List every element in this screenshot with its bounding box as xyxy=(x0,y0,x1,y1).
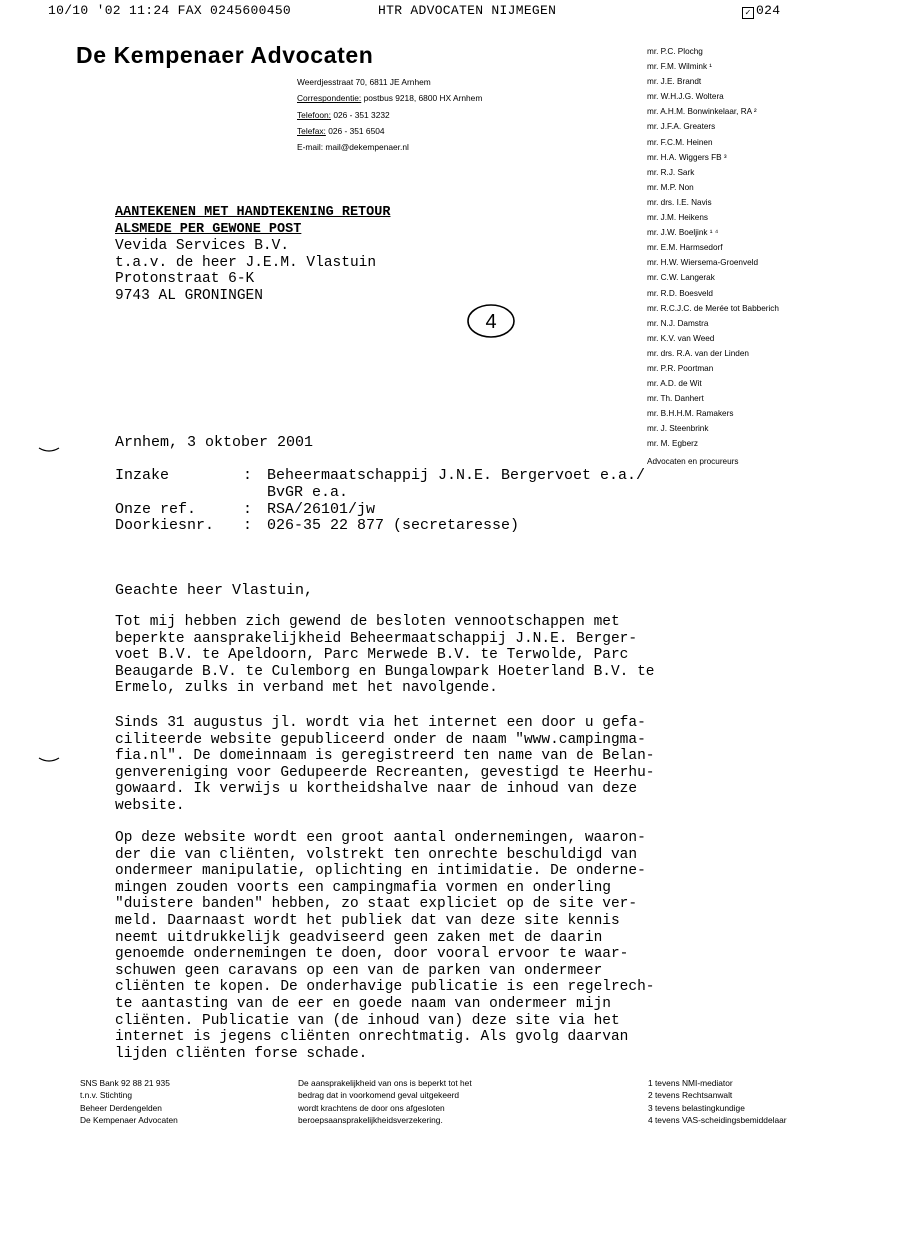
footer-line: t.n.v. Stichting xyxy=(80,1090,132,1101)
body-line: Op deze website wordt een groot aantal ondernemingen, waaron- xyxy=(115,830,646,846)
body-line: te aantasting van de eer en goede naam van ondermeer mijn xyxy=(115,995,611,1012)
body-line: fia.nl". De domeinnaam is geregistreerd ten name van de Belan- xyxy=(115,748,655,765)
partner-item: mr. P.C. Plochg xyxy=(647,47,703,56)
partner-item: mr. F.C.M. Heinen xyxy=(647,137,713,147)
partner-item: mr. P.R. Poortman xyxy=(647,363,714,373)
firm-phone xyxy=(297,107,482,123)
footer-liability xyxy=(298,1077,472,1127)
delivery-instruction: AANTEKENEN MET HANDTEKENING RETOUR xyxy=(115,205,391,220)
ref-row xyxy=(115,502,645,519)
letter-date: Arnhem, 3 oktober 2001 xyxy=(115,434,314,451)
fax-header-sender: HTR ADVOCATEN NIJMEGEN xyxy=(378,3,557,18)
partner-item: mr. A.H.M. Bonwinkelaar, RA ² xyxy=(647,107,757,117)
body-line: der die van cliënten, volstrekt ten onrechte beschuldigd van xyxy=(115,846,638,863)
footer-line: beroepsaansprakelijkheidsverzekering. xyxy=(298,1115,443,1126)
ref-label: Doorkiesnr. xyxy=(115,517,215,535)
partner-item: mr. E.M. Harmsedorf xyxy=(647,243,723,253)
footer-line: 4 tevens VAS-scheidingsbemiddelaar xyxy=(648,1115,787,1126)
partner-item: mr. H.A. Wiggers FB ³ xyxy=(647,152,727,162)
ref-colon: : xyxy=(243,500,253,518)
correspondence-label: Correspondentie: xyxy=(297,93,362,104)
partner-item: mr. M.P. Non xyxy=(647,182,694,192)
partner-item: mr. C.W. Langerak xyxy=(647,273,715,283)
partner-item: mr. W.H.J.G. Woltera xyxy=(647,92,724,102)
footer-line: De aansprakelijkheid van ons is beperkt tot het xyxy=(298,1078,472,1088)
body-line: neemt uitdrukkelijk geadviseerd geen zaken met de daarin xyxy=(115,929,603,946)
ref-value: RSA/26101/jw xyxy=(267,500,376,518)
partner-item: mr. K.V. van Weed xyxy=(647,333,715,343)
partner-item: mr. drs. I.E. Navis xyxy=(647,197,712,207)
fax-page-number: 024 xyxy=(756,3,781,18)
body-line: internet is jegens cliënten onrechtmatig. Als gvolg daarvan xyxy=(115,1029,629,1046)
phone-value: 026 - 351 3232 xyxy=(333,109,390,120)
ref-value: 026-35 22 877 (secretaresse) xyxy=(267,517,520,535)
firm-name: De Kempenaer Advocaten xyxy=(76,42,374,68)
ref-row xyxy=(115,518,645,535)
body-line: cliënten te kopen. De onderhavige publicatie is een regelrech- xyxy=(115,979,655,996)
margin-mark xyxy=(38,446,60,454)
ref-colon: : xyxy=(243,517,253,535)
body-line: Ermelo, zulks in verband met het navolgende. xyxy=(115,680,498,697)
recipient-street: Protonstraat 6-K xyxy=(115,271,255,287)
partner-item: mr. J.M. Heikens xyxy=(647,213,708,223)
delivery-instruction: ALSMEDE PER GEWONE POST xyxy=(115,221,302,237)
ref-value xyxy=(267,468,645,502)
checkbox-icon: ✓ xyxy=(742,7,754,19)
footer-line: 2 tevens Rechtsanwalt xyxy=(648,1090,733,1101)
ref-label: Inzake xyxy=(115,467,170,484)
firm-correspondence xyxy=(297,90,482,106)
body-line: lijden cliënten forse schade. xyxy=(115,1045,368,1062)
footer-line: 1 tevens NMI-mediator xyxy=(648,1078,733,1088)
salutation: Geachte heer Vlastuin, xyxy=(115,582,314,599)
handwritten-page-number: 4 xyxy=(485,311,497,333)
body-line: "duistere banden" hebben, zo staat expliciet op de site ver- xyxy=(115,896,638,913)
body-line: mingen zouden voorts een campingmafia vormen en onderling xyxy=(115,879,611,896)
footer-line: Beheer Derdengelden xyxy=(80,1102,162,1113)
recipient-block xyxy=(115,205,390,304)
fax-label: Telefax: xyxy=(297,125,326,136)
firm-address: Weerdjesstraat 70, 6811 JE Arnhem xyxy=(297,77,431,87)
partner-item: mr. B.H.H.M. Ramakers xyxy=(647,409,734,419)
ref-colon: : xyxy=(243,467,253,484)
body-line: beperkte aansprakelijkheid Beheermaatschappij J.N.E. Berger- xyxy=(115,630,638,647)
body-line: Sinds 31 augustus jl. wordt via het internet een door u gefa- xyxy=(115,715,646,731)
partner-item: mr. J.E. Brandt xyxy=(647,77,702,87)
partner-list xyxy=(647,44,779,469)
margin-mark xyxy=(38,756,60,764)
body-line: genoemde ondernemingen te doen, door vooral ervoor te waar- xyxy=(115,946,629,963)
footer-line: SNS Bank 92 88 21 935 xyxy=(80,1078,170,1088)
firm-contact xyxy=(297,74,482,155)
partner-item: mr. R.D. Boesveld xyxy=(647,288,713,298)
partner-item: mr. J.W. Boeljink ¹ ⁴ xyxy=(647,228,719,238)
partner-item: mr. M. Egberz xyxy=(647,439,698,449)
ref-row xyxy=(115,468,645,502)
body-line: ondermeer manipulatie, oplichting en intimidatie. De onderne- xyxy=(115,863,646,880)
fax-header-page xyxy=(742,3,780,19)
partner-item: mr. drs. R.A. van der Linden xyxy=(647,348,749,358)
fax-header-timestamp: 10/10 '02 11:24 FAX 0245600450 xyxy=(48,3,292,18)
handwritten-page-mark xyxy=(466,302,516,340)
body-line: Beaugarde B.V. te Culemborg en Bungalowpark Hoeterland B.V. te xyxy=(115,663,655,680)
body-line: Tot mij hebben zich gewend de besloten vennootschappen met xyxy=(115,614,620,630)
partner-item: mr. Th. Danhert xyxy=(647,394,704,404)
reference-block xyxy=(115,468,645,535)
footer-line: wordt krachtens de door ons afgesloten xyxy=(298,1102,445,1113)
partner-item: mr. N.J. Damstra xyxy=(647,318,709,328)
recipient-attention: t.a.v. de heer J.E.M. Vlastuin xyxy=(115,254,377,271)
recipient-company: Vevida Services B.V. xyxy=(115,238,290,254)
firm-email: E-mail: mail@dekempenaer.nl xyxy=(297,142,409,153)
body-line: ciliteerde website gepubliceerd onder de naam "www.campingma- xyxy=(115,731,646,748)
body-line: schuwen geen caravans op een van de parken van ondermeer xyxy=(115,962,603,979)
firm-fax xyxy=(297,123,482,139)
ref-value-line: Beheermaatschappij J.N.E. Bergervoet e.a./ xyxy=(267,467,646,484)
footer-line: bedrag dat in voorkomend geval uitgekeerd xyxy=(298,1090,460,1101)
phone-label: Telefoon: xyxy=(297,109,331,120)
partner-item: mr. J.F.A. Greaters xyxy=(647,122,716,132)
recipient-city: 9743 AL GRONINGEN xyxy=(115,287,263,304)
body-line: website. xyxy=(115,797,185,814)
partner-item: mr. A.D. de Wit xyxy=(647,379,702,389)
partner-item: mr. R.J. Sark xyxy=(647,167,695,177)
correspondence-value: postbus 9218, 6800 HX Arnhem xyxy=(363,93,483,104)
partners-footer: Advocaten en procureurs xyxy=(647,456,739,466)
footer-bank xyxy=(80,1077,178,1127)
footer-line: 3 tevens belastingkundige xyxy=(648,1102,745,1113)
body-line: genvereniging voor Gedupeerde Recreanten, gevestigd te Heerhu- xyxy=(115,764,655,781)
partner-item: mr. F.M. Wilmink ¹ xyxy=(647,62,713,72)
footer-line: De Kempenaer Advocaten xyxy=(80,1115,178,1126)
body-line: voet B.V. te Apeldoorn, Parc Merwede B.V. te Terwolde, Parc xyxy=(115,647,629,664)
partner-item: mr. J. Steenbrink xyxy=(647,424,709,434)
ref-value-line: BvGR e.a. xyxy=(267,483,349,501)
partner-item: mr. H.W. Wiersema-Groenveld xyxy=(647,258,759,268)
body-paragraph xyxy=(115,715,765,815)
body-line: meld. Daarnaast wordt het publiek dat van deze site kennis xyxy=(115,912,620,929)
ref-label: Onze ref. xyxy=(115,500,197,518)
body-line: gowaard. Ik verwijs u kortheidshalve naar de inhoud van deze xyxy=(115,781,638,798)
body-paragraph xyxy=(115,830,765,1062)
partner-item: mr. R.C.J.C. de Merée tot Babberich xyxy=(647,303,779,313)
footer-notes xyxy=(648,1077,787,1127)
body-paragraph xyxy=(115,614,765,697)
body-line: cliënten. Publicatie van (de inhoud van) deze site via het xyxy=(115,1012,620,1029)
fax-value: 026 - 351 6504 xyxy=(328,125,385,136)
